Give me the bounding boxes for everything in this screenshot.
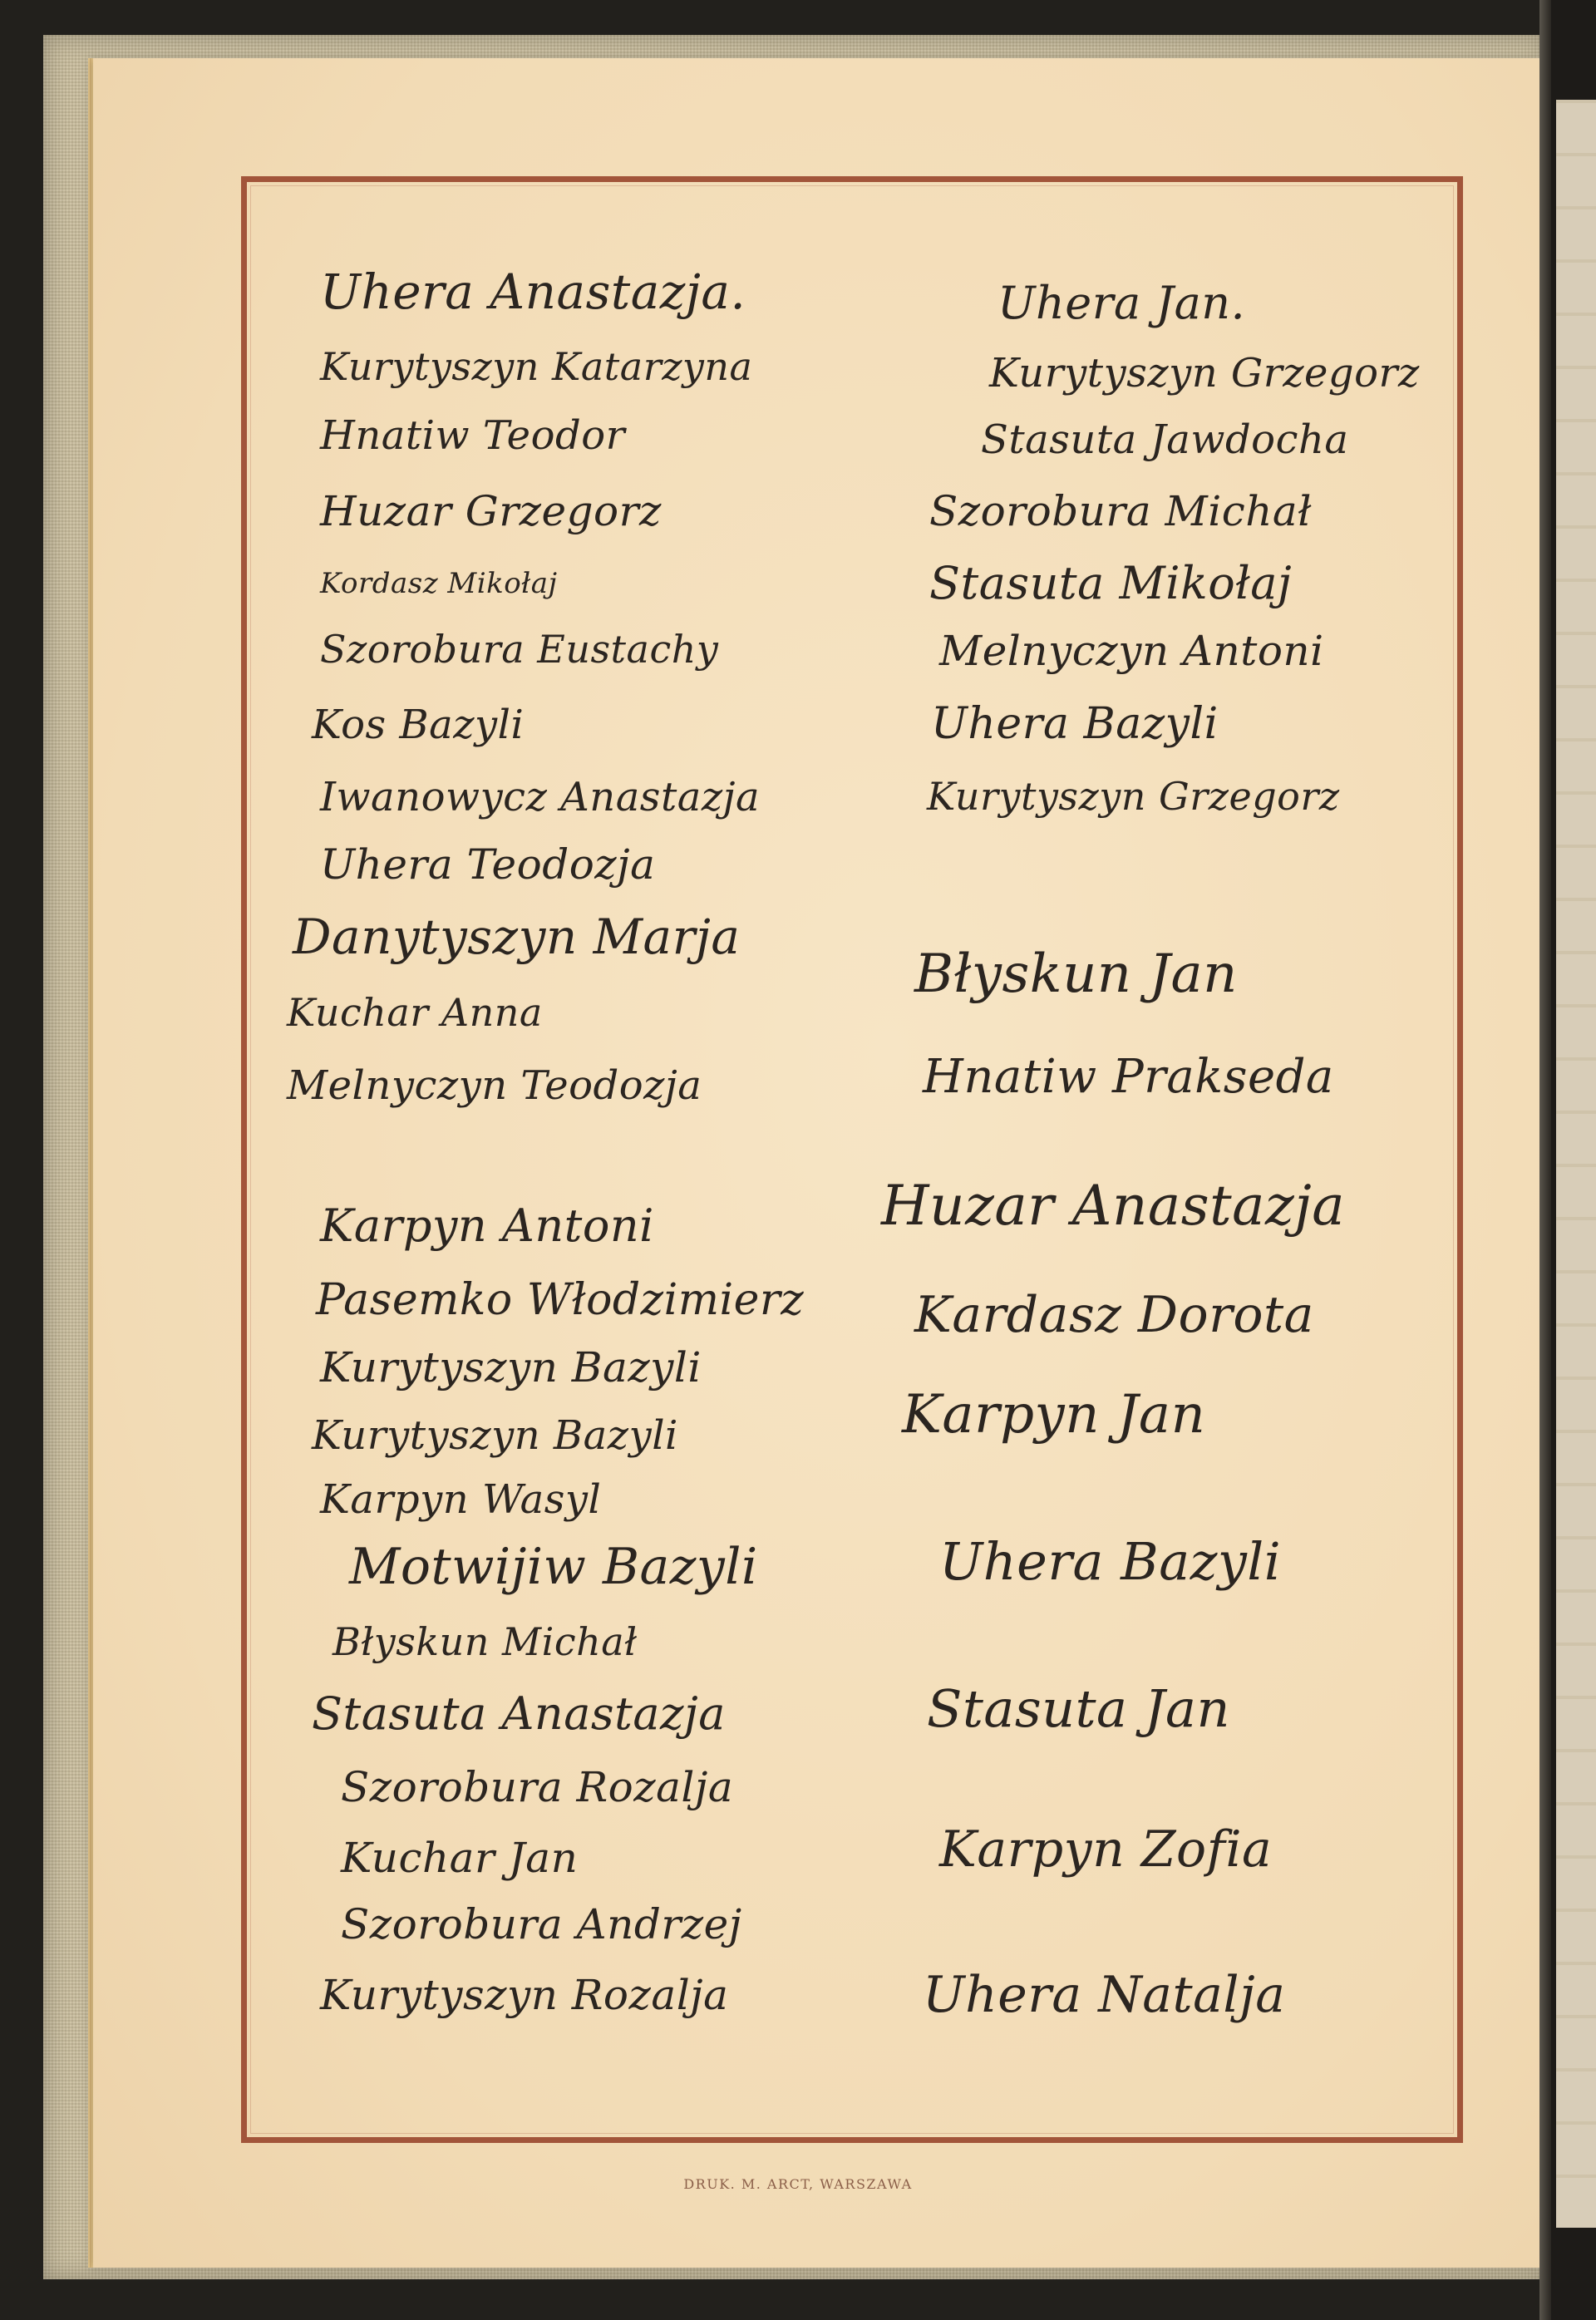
signature-left-7: Kos Bazyli	[312, 702, 525, 748]
signature-left-4: Huzar Grzegorz	[320, 487, 662, 535]
signature-left-9: Uhera Teodozja	[320, 840, 656, 889]
signature-right-3: Stasuta Jawdocha	[981, 416, 1349, 463]
signature-right-11: Huzar Anastazja	[881, 1174, 1346, 1238]
signature-left-8: Iwanowycz Anastazja	[320, 774, 761, 820]
signature-right-17: Uhera Natalja	[923, 1966, 1286, 2024]
signature-left-23: Szorobura Andrzej	[341, 1900, 742, 1948]
signature-left-6: Szorobura Eustachy	[320, 627, 719, 672]
signature-right-16: Karpyn Zofia	[939, 1820, 1273, 1879]
signature-right-5: Stasuta Mikołaj	[929, 557, 1293, 609]
signature-right-1: Uhera Jan.	[998, 277, 1246, 329]
signature-left-12: Melnyczyn Teodozja	[287, 1062, 702, 1109]
signature-left-5: Kordasz Mikołaj	[320, 567, 558, 600]
signature-left-17: Karpyn Wasyl	[320, 1476, 602, 1523]
book-spine	[1539, 0, 1551, 2320]
signature-right-15: Stasuta Jan	[927, 1678, 1230, 1739]
signature-right-6: Melnyczyn Antoni	[939, 627, 1324, 675]
signature-right-4: Szorobura Michał	[929, 487, 1312, 535]
signature-right-14: Uhera Bazyli	[939, 1531, 1282, 1592]
signature-right-8: Kurytyszyn Grzegorz	[927, 774, 1340, 819]
signature-left-22: Kuchar Jan	[341, 1834, 579, 1882]
signature-left-19: Błyskun Michał	[332, 1619, 638, 1664]
signature-left-16: Kurytyszyn Bazyli	[312, 1412, 678, 1459]
printer-imprint: DRUK. M. ARCT, WARSZAWA	[683, 2176, 913, 2192]
signature-left-2: Kurytyszyn Katarzyna	[320, 344, 753, 389]
signature-left-24: Kurytyszyn Rozalja	[320, 1971, 729, 2019]
signature-right-13: Karpyn Jan	[902, 1384, 1206, 1446]
signature-left-3: Hnatiw Teodor	[320, 412, 626, 459]
signature-left-11: Kuchar Anna	[287, 990, 543, 1035]
signature-right-2: Kurytyszyn Grzegorz	[989, 350, 1420, 397]
signature-right-9: Błyskun Jan	[914, 943, 1238, 1005]
signature-left-14: Pasemko Włodzimierz	[316, 1275, 805, 1325]
signature-right-10: Hnatiw Prakseda	[923, 1050, 1334, 1104]
signature-left-20: Stasuta Anastazja	[312, 1687, 726, 1740]
signature-left-1: Uhera Anastazja.	[320, 264, 746, 320]
signature-left-18: Motwijiw Bazyli	[349, 1538, 758, 1596]
signature-left-15: Kurytyszyn Bazyli	[320, 1343, 702, 1392]
signature-right-7: Uhera Bazyli	[931, 699, 1219, 749]
signature-left-13: Karpyn Antoni	[320, 1199, 654, 1252]
signature-left-10: Danytyszyn Marja	[293, 909, 741, 965]
signature-left-21: Szorobura Rozalja	[341, 1763, 734, 1811]
adjacent-page-edge	[1556, 100, 1596, 2228]
signature-right-12: Kardasz Dorota	[914, 1286, 1314, 1344]
